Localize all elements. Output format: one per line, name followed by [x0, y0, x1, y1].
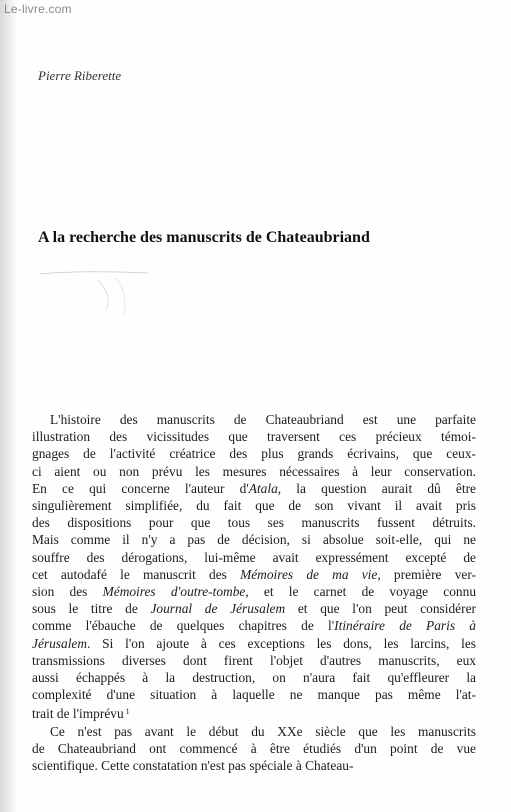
paragraph-1	[32, 411, 476, 723]
text-line: comme l'ébauche de quelques chapitres de l'Itinéraire de Paris à	[32, 618, 476, 634]
text-line: scientifique. Cette constatation n'est pas spéciale à Chateau-	[32, 758, 354, 774]
body-text	[32, 411, 476, 774]
text-line: Jérusalem. Si l'on ajoute à ces exceptions les dons, les larcins, les	[32, 635, 476, 651]
text-line: cet autodafé le manuscrit des Mémoires de ma vie, première ver-	[32, 566, 476, 582]
text-line: singulièrement simplifiée, du fait que de son vivant il avait pris	[32, 498, 476, 514]
author-name: Pierre Riberette	[38, 68, 122, 83]
text-line: trait de l'imprévu $^1$	[32, 706, 130, 722]
text-line: sion des Mémoires d'outre-tombe, et le carnet de voyage connu	[32, 584, 476, 600]
text-line: aussi échappés à la destruction, on n'aura fait qu'effleurer la	[32, 670, 476, 686]
watermark: Le-livre.com	[4, 2, 72, 16]
text-line: En ce qui concerne l'auteur d'Atala, la question aurait dû être	[32, 480, 476, 496]
text-line: Ce n'est pas avant le début du XXe siècle que les manuscrits	[50, 723, 476, 739]
pencil-sketch-mark	[38, 270, 158, 320]
text-line: souffre des dérogations, lui-même avait expressément excepté de	[32, 549, 476, 565]
footnote-reference: 1	[123, 707, 130, 717]
text-line: gnages de l'activité créatrice des plus grands écrivains, que ceux-	[32, 446, 476, 462]
text-line: Mais comme il n'y a pas de décision, si absolue soit-elle, qui ne	[32, 532, 476, 548]
text-line: complexité d'une situation à laquelle ne manque pas même l'at-	[32, 687, 476, 703]
article-title: A la recherche des manuscrits de Chateaubriand	[38, 229, 370, 246]
text-line: transmissions diverses dont firent l'objet d'autres manuscrits, eux	[32, 652, 476, 668]
text-line: illustration des vicissitudes que traversent ces précieux témoi-	[32, 429, 476, 445]
text-line: sous le titre de Journal de Jérusalem et que l'on peut considérer	[32, 601, 476, 617]
paragraph-2	[32, 723, 476, 775]
text-line: des dispositions pour que tous ses manuscrits fussent détruits.	[32, 515, 476, 531]
page-edge-shadow	[0, 0, 18, 812]
text-line: de Chateaubriand ont commencé à être étudiés d'un point de vue	[32, 740, 476, 756]
text-line: ci aient ou non prévu les mesures nécessaires à leur conservation.	[32, 463, 476, 479]
text-line: L'histoire des manuscrits de Chateaubriand est une parfaite	[50, 412, 476, 427]
